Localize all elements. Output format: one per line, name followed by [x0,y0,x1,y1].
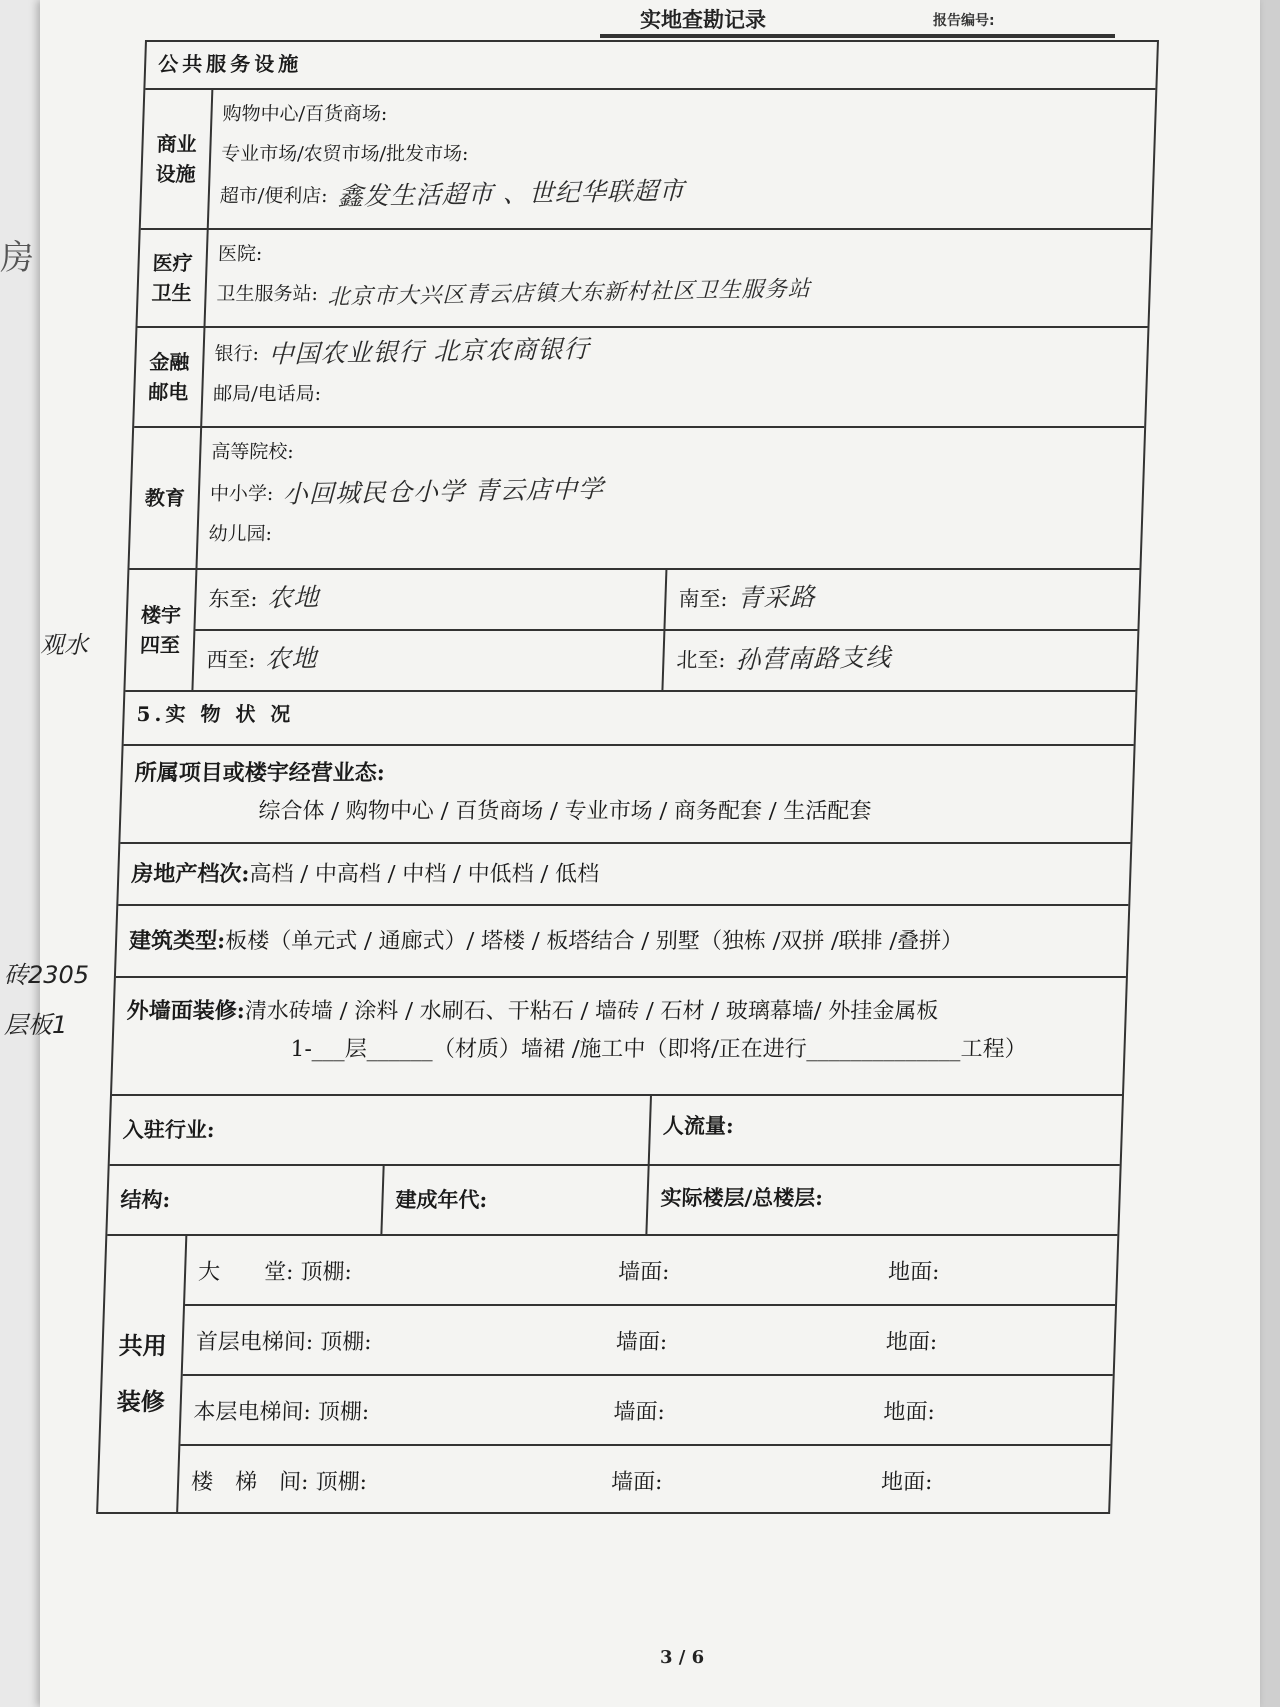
building-type-label: 建筑类型: [128,927,226,954]
report-number-label: 报告编号: [933,13,995,29]
commercial-label: 商业设施 [141,90,214,228]
floors-field[interactable]: 实际楼层/总楼层: [660,1185,824,1210]
west-value: 农地 [265,643,318,674]
stairwell-ceiling-field[interactable]: 楼 梯 间: 顶棚: [190,1469,368,1495]
decoration-row-floor-elevator [180,1376,1112,1446]
lobby-wall-field[interactable]: 墙面: [617,1259,670,1285]
shared-decoration-row [98,1236,1117,1512]
ground-elevator-wall-field[interactable]: 墙面: [615,1329,668,1355]
physical-heading: 5.实 物 状 况 [136,702,295,726]
school-field[interactable] [209,472,1132,514]
industry-field[interactable]: 入驻行业: [110,1096,652,1164]
business-row [120,746,1133,844]
floor-elevator-floor-field[interactable]: 地面: [883,1399,936,1425]
margin-note-3: 层板1 [4,1011,68,1039]
structure-field[interactable]: 结构: [107,1166,384,1234]
medical-label: 医疗卫生 [138,230,209,326]
west-field[interactable] [193,631,665,690]
decoration-row-ground-elevator [183,1306,1115,1376]
title-rule [600,34,1115,38]
public-facilities-header [145,42,1157,90]
south-field[interactable] [665,570,1139,629]
school-value: 小回城民仓小学 青云店中学 [283,474,605,509]
supermarket-label: 超市/便利店: [219,185,329,207]
health-station-field[interactable] [216,274,1139,314]
facade-options: 清水砖墙 / 涂料 / 水刷石、干粘石 / 墙砖 / 石材 / 玻璃幕墙/ 外挂金属板 [244,999,939,1024]
business-label: 所属项目或楼宇经营业态: [134,760,386,786]
grade-options: 高档 / 中高档 / 中档 / 中低档 / 低档 [249,861,600,887]
north-field[interactable] [663,631,1137,690]
north-value: 孙营南路支线 [735,642,892,675]
bank-value: 中国农业银行 北京农商银行 [268,334,591,369]
building-type-field[interactable] [128,922,963,961]
stairwell-wall-field[interactable]: 墙面: [610,1469,664,1495]
facade-field[interactable] [126,992,1113,1031]
boundaries-row [125,570,1139,692]
building-type-options: 板楼（单元式 / 通廊式）/ 塔楼 / 板塔结合 / 别墅（独栋 /双拼 /联排 /叠拼） [224,928,964,954]
physical-header [124,692,1136,746]
structure-row [107,1166,1119,1236]
market-field[interactable]: 专业市场/农贸市场/批发市场: [220,143,469,165]
grade-label: 房地产档次: [130,860,250,887]
facade-label: 外墙面装修: [126,998,246,1024]
business-options[interactable]: 综合体 / 购物中心 / 百货商场 / 专业市场 / 商务配套 / 生活配套 [257,799,872,824]
supermarket-field[interactable] [219,174,1142,216]
decoration-row-stairwell [178,1446,1110,1514]
university-field[interactable]: 高等院校: [210,441,295,463]
section-heading: 公共服务设施 [157,52,303,76]
east-field[interactable] [195,570,667,629]
facade-line2[interactable]: 1-___层______（材质）墙裙 /施工中（即将/正在进行______________工程） [290,1037,1028,1062]
grade-field[interactable] [131,855,600,894]
survey-form [96,40,1159,1514]
decoration-row-lobby [185,1236,1117,1306]
building-type-row [116,906,1128,978]
mall-field[interactable]: 购物中心/百货商场: [222,103,388,125]
floor-elevator-ceiling-field[interactable]: 本层电梯间: 顶棚: [193,1399,370,1425]
grade-row [118,844,1130,906]
margin-note-2: 砖2305 [4,961,90,989]
kindergarten-field[interactable]: 幼儿园: [208,523,273,545]
finance-label: 金融邮电 [134,328,205,426]
medical-row [137,230,1150,328]
shared-decoration-label: 共用装修 [98,1236,187,1512]
hospital-field[interactable]: 医院: [217,243,263,265]
page-title: 实地查勘记录 [640,8,766,32]
north-label: 北至: [676,648,726,672]
margin-note-1: 观水 [40,631,88,659]
finance-row [134,328,1147,428]
stairwell-floor-field[interactable]: 地面: [880,1469,934,1495]
health-station-label: 卫生服务站: [216,283,319,305]
school-label: 中小学: [209,483,274,505]
east-label: 东至: [208,587,258,611]
bank-field[interactable] [214,332,1137,374]
commercial-row [141,90,1156,230]
traffic-field[interactable]: 人流量: [662,1113,735,1138]
facade-row [112,978,1126,1096]
ground-elevator-ceiling-field[interactable]: 首层电梯间: 顶棚: [195,1329,373,1355]
ground-elevator-floor-field[interactable]: 地面: [885,1329,938,1355]
boundaries-label: 楼宇四至 [125,570,197,690]
south-value: 青采路 [737,582,816,613]
floor-elevator-wall-field[interactable]: 墙面: [613,1399,666,1425]
education-row [129,428,1144,570]
bank-label: 银行: [214,343,260,365]
lobby-floor-field[interactable]: 地面: [887,1259,940,1285]
built-year-field[interactable]: 建成年代: [382,1166,649,1234]
south-label: 南至: [678,587,728,611]
lobby-ceiling-field[interactable]: 大 堂: 顶棚: [197,1259,353,1285]
post-field[interactable]: 邮局/电话局: [212,383,322,405]
page-number: 3 / 6 [660,1647,705,1668]
west-label: 西至: [206,648,256,672]
industry-row [110,1096,1122,1166]
supermarket-value: 鑫发生活超市 、世纪华联超市 [337,175,685,212]
education-label: 教育 [129,428,202,568]
health-station-value: 北京市大兴区青云店镇大东新村社区卫生服务站 [327,276,812,311]
edge-character: 房 [0,238,34,278]
east-value: 农地 [267,582,320,613]
